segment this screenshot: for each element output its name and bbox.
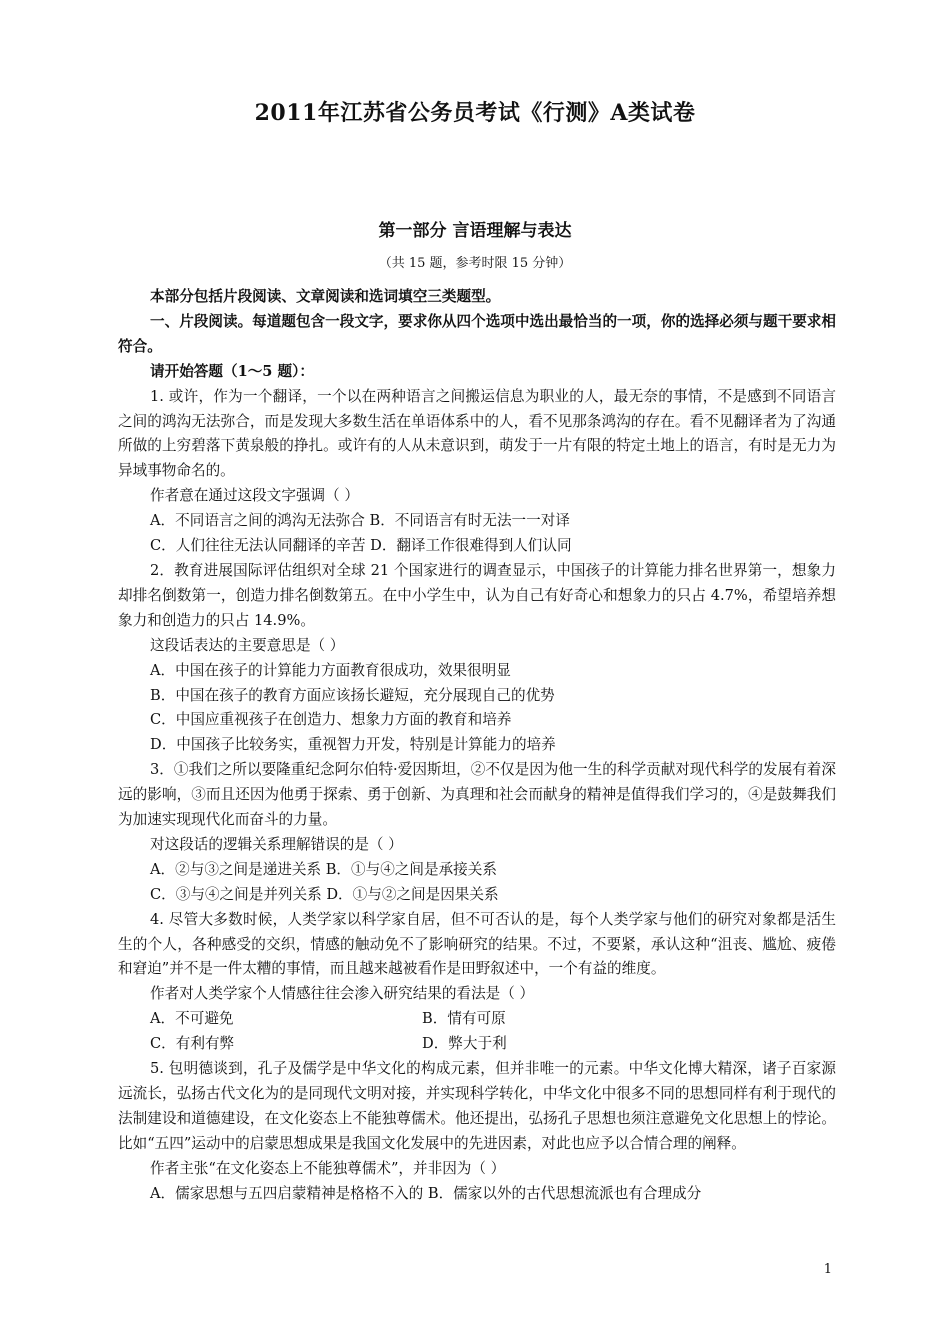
question-5-options-ab: A．儒家思想与五四启蒙精神是格格不入的 B．儒家以外的古代思想流派也有合理成分 [150, 1184, 702, 1202]
question-1-passage: 1. 或许，作为一个翻译，一个以在两种语言之间搬运信息为职业的人，最无奈的事情，不是感到不同语言之间的鸿沟无法弥合，而是发现大多数生活在单语体系中的人，看不见那条鸿沟的存在。看不见翻译者为了沟通所做的上穷碧落下黄泉般的挣扎。或许有的人从未意识到，萌发于一片有限的特定土地上的语言，有时是无力为异域事物命名的。 [118, 387, 836, 480]
intro-line: 本部分包括片段阅读、文章阅读和选词填空三类题型。 [150, 288, 501, 305]
question-1-stem: 作者意在通过这段文字强调（ ） [150, 487, 359, 505]
question-1-options-ab: A．不同语言之间的鸿沟无法弥合 B．不同语言有时无法一一对译 [150, 512, 570, 530]
question-5-passage: 5. 包明德谈到，孔子及儒学是中华文化的构成元素，但并非唯一的元素。中华文化博大精深，诸子百家源远流长，弘扬古代文化为的是同现代文明对接，并实现科学转化，中华文化中很多不同的思想同样有利于现代的法制建设和道德建设，在文化姿态上不能独尊儒术。他还提出，弘扬孔子思想也须注意避免文化思想上的悖论。比如“五四”运动中的启蒙思想成果是我国文化发展中的先进因素，对此也应予以合情合理的阐释。 [118, 1060, 836, 1152]
question-2-option-d: D．中国孩子比较务实，重视智力开发，特别是计算能力的培养 [150, 736, 556, 754]
question-4-option-d: D．弊大于利 [422, 1035, 507, 1053]
question-4-option-c: C．有利有弊 [150, 1035, 235, 1053]
instructions: 一、片段阅读。每道题包含一段文字，要求你从四个选项中选出最恰当的一项，你的选择必须与题干要求相符合。 [118, 312, 836, 355]
answer-prompt: 请开始答题（1～5 题）： [150, 362, 315, 380]
question-4-option-b: B．情有可原 [422, 1010, 506, 1028]
question-2-stem: 这段话表达的主要意思是（ ） [150, 636, 345, 654]
question-3-passage: 3．①我们之所以要隆重纪念阿尔伯特·爱因斯坦，②不仅是因为他一生的科学贡献对现代科学的发展有着深远的影响，③而且还因为他勇于探索、勇于创新、为真理和社会而献身的精神是值得我们学习的，④是鼓舞我们为加速实现现代化而奋斗的力量。 [118, 761, 836, 829]
question-2-passage: 2．教育进展国际评估组织对全球 21 个国家进行的调查显示，中国孩子的计算能力排名世界第一，想象力却排名倒数第一，创造力排名倒数第五。在中小学生中，认为自己有好奇心和想象力的只占 4.7%，希望培养想象力和创造力的只占 14.9%。 [118, 561, 836, 629]
question-1-options-cd: C．人们往往无法认同翻译的辛苦 D．翻译工作很难得到人们认同 [150, 537, 572, 555]
section-heading: 第一部分 言语理解与表达 [378, 221, 572, 241]
question-3-options-ab: A．②与③之间是递进关系 B．①与④之间是承接关系 [150, 860, 497, 878]
question-2-option-c: C．中国应重视孩子在创造力、想象力方面的教育和培养 [150, 711, 512, 729]
question-4-options-row-2 [118, 1032, 836, 1057]
question-4-options-row-1 [118, 1007, 836, 1032]
question-2-option-b: B．中国在孩子的教育方面应该扬长避短，充分展现自己的优势 [150, 686, 555, 704]
question-4-passage: 4. 尽管大多数时候，人类学家以科学家自居，但不可否认的是，每个人类学家与他们的研究对象都是活生生的个人，各种感受的交织，情感的触动免不了影响研究的结果。不过，不要紧，承认这种“沮丧、尴尬、疲倦和窘迫”并不是一件太糟的事情，而且越来越被看作是田野叙述中，一个有益的维度。 [118, 910, 836, 978]
question-4-stem: 作者对人类学家个人情感往往会渗入研究结果的看法是（ ） [150, 985, 535, 1003]
section-subheading: （共 15 题，参考时限 15 分钟） [378, 256, 572, 271]
question-4-option-a: A．不可避免 [150, 1010, 234, 1028]
document-body [118, 285, 836, 1207]
page-number: 1 [823, 1262, 832, 1277]
question-3-options-cd: C．③与④之间是并列关系 D．①与②之间是因果关系 [150, 885, 499, 903]
question-2-option-a: A．中国在孩子的计算能力方面教育很成功，效果很明显 [150, 661, 511, 679]
question-5-stem: 作者主张“在文化姿态上不能独尊儒术”，并非因为（ ） [150, 1159, 506, 1177]
question-3-stem: 对这段话的逻辑关系理解错误的是（ ） [150, 835, 403, 853]
document-title: 2011年江苏省公务员考试《行测》A类试卷 [254, 100, 696, 126]
